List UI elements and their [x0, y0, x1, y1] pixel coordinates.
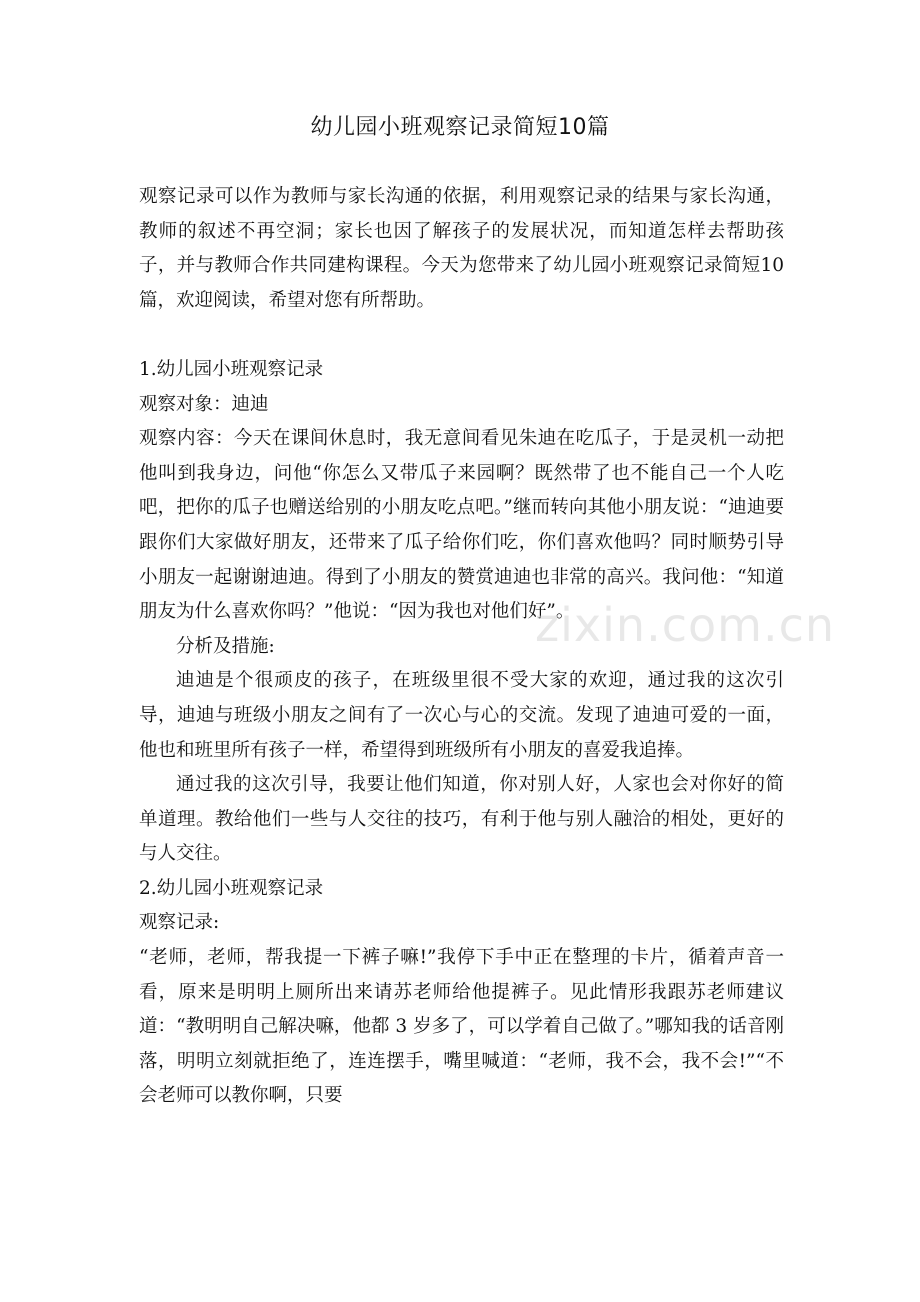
section-1-object: 观察对象：迪迪	[139, 393, 269, 415]
section-2-content: “老师，老师，帮我提一下裤子嘛!”我停下手中正在整理的卡片，循着声音一看，原来是明明上厕所出来请苏老师给他提裤子。见此情形我跟苏老师建议道：“教明明自己解决嘛，他都 3 岁多了，可以学着自己做了。”哪知我的话音刚落，明明立刻就拒绝了，连连摆手，嘴里喊道：“老师，我不会，我不会!”“不会老师可以教你啊，只要	[139, 947, 784, 1107]
section-1-analysis-label: 分析及措施:	[176, 635, 275, 657]
intro-paragraph: 观察记录可以作为教师与家长沟通的依据，利用观察记录的结果与家长沟通，教师的叙述不再空洞；家长也因了解孩子的发展状况，而知道怎样去帮助孩子，并与教师合作共同建构课程。今天为您带来了幼儿园小班观察记录简短10篇，欢迎阅读，希望对您有所帮助。	[139, 186, 784, 311]
section-1-analysis-paragraph-1: 迪迪是个很顽皮的孩子，在班级里很不受大家的欢迎，通过我的这次引导，迪迪与班级小朋友之间有了一次心与心的交流。发现了迪迪可爱的一面，他也和班里所有孩子一样，希望得到班级所有小朋友的喜爱我追捧。	[139, 670, 784, 761]
document-body	[139, 180, 784, 1114]
watermark: zixin.com.cn	[535, 598, 836, 652]
section-2-heading: 2.幼儿园小班观察记录	[139, 877, 324, 899]
paragraph-spacer	[139, 318, 784, 353]
section-2-label: 观察记录:	[139, 912, 220, 934]
document-title: 幼儿园小班观察记录简短10篇	[310, 115, 610, 140]
section-1-heading: 1.幼儿园小班观察记录	[139, 358, 324, 380]
section-1-content: 观察内容：今天在课间休息时，我无意间看见朱迪在吃瓜子，于是灵机一动把他叫到我身边，问他“你怎么又带瓜子来园啊？既然带了也不能自己一个人吃吧，把你的瓜子也赠送给别的小朋友吃点吧。”继而转向其他小朋友说：“迪迪要跟你们大家做好朋友，还带来了瓜子给你们吃，你们喜欢他吗？同时顺势引导小朋友一起谢谢迪迪。得到了小朋友的赞赏迪迪也非常的高兴。我问他：“知道朋友为什么喜欢你吗？”他说：“因为我也对他们好”。	[139, 428, 784, 623]
section-1-analysis-paragraph-2: 通过我的这次引导，我要让他们知道，你对别人好，人家也会对你好的简单道理。教给他们一些与人交往的技巧，有利于他与别人融洽的相处，更好的与人交往。	[139, 774, 784, 865]
